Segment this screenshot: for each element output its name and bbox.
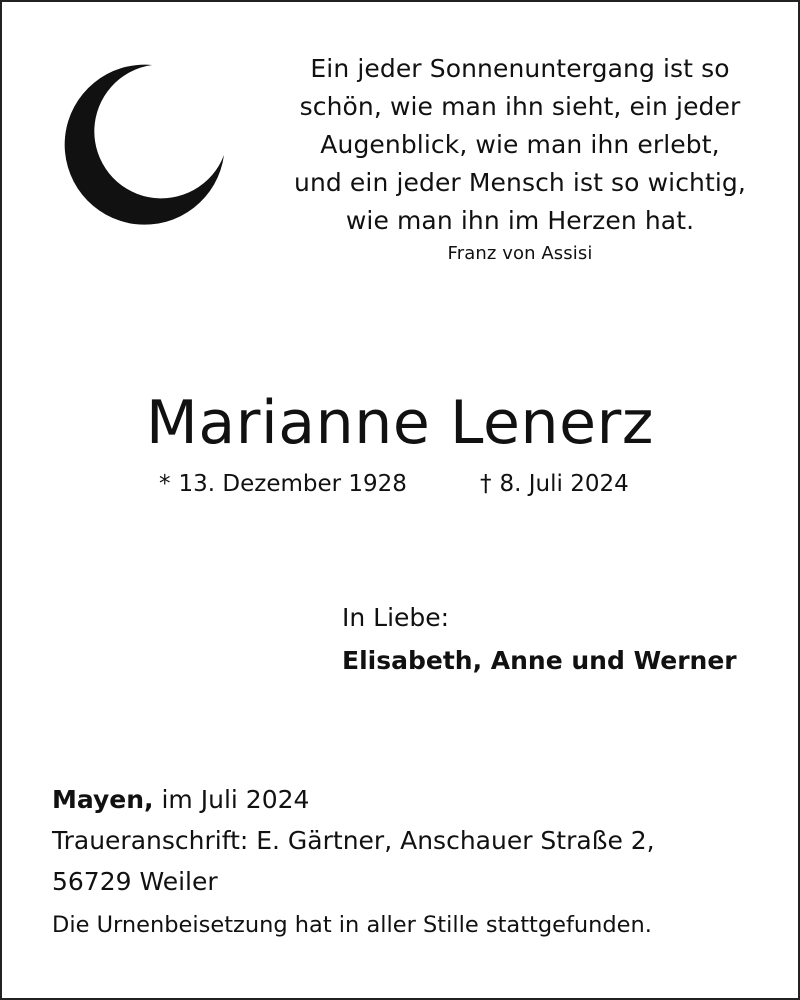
mourners-names: Elisabeth, Anne und Werner xyxy=(342,646,737,675)
birth-date xyxy=(159,464,407,504)
death-date xyxy=(480,464,629,504)
mourners-block xyxy=(342,596,737,682)
quote-line: schön, wie man ihn sieht, ein jeder xyxy=(299,92,741,121)
quote-line: Augenblick, wie man ihn erlebt, xyxy=(320,130,720,159)
birth-date-text: 13. Dezember 1928 xyxy=(178,471,407,497)
life-dates xyxy=(2,464,798,504)
place: Mayen, xyxy=(52,785,154,814)
notice-date: im Juli 2024 xyxy=(161,785,310,814)
mourners-intro: In Liebe: xyxy=(342,603,450,632)
crescent-moon-icon xyxy=(64,60,234,230)
deceased-name: Marianne Lenerz xyxy=(145,388,655,458)
quote-line: Ein jeder Sonnenuntergang ist so xyxy=(310,54,730,83)
death-date-text: 8. Juli 2024 xyxy=(499,471,629,497)
birth-symbol: * xyxy=(159,471,171,497)
place-date-line xyxy=(52,779,655,820)
footer-block xyxy=(52,779,655,946)
quote-author: Franz von Assisi xyxy=(447,243,593,264)
address-line: Traueranschrift: E. Gärtner, Anschauer Straße 2, xyxy=(52,826,655,855)
quote-block xyxy=(270,50,770,268)
quote-line: und ein jeder Mensch ist so wichtig, xyxy=(294,168,746,197)
quote-line: wie man ihn im Herzen hat. xyxy=(345,206,695,235)
address-line: 56729 Weiler xyxy=(52,867,218,896)
burial-note: Die Urnenbeisetzung hat in aller Stille stattgefunden. xyxy=(52,912,652,938)
death-cross-symbol: † xyxy=(480,471,492,497)
